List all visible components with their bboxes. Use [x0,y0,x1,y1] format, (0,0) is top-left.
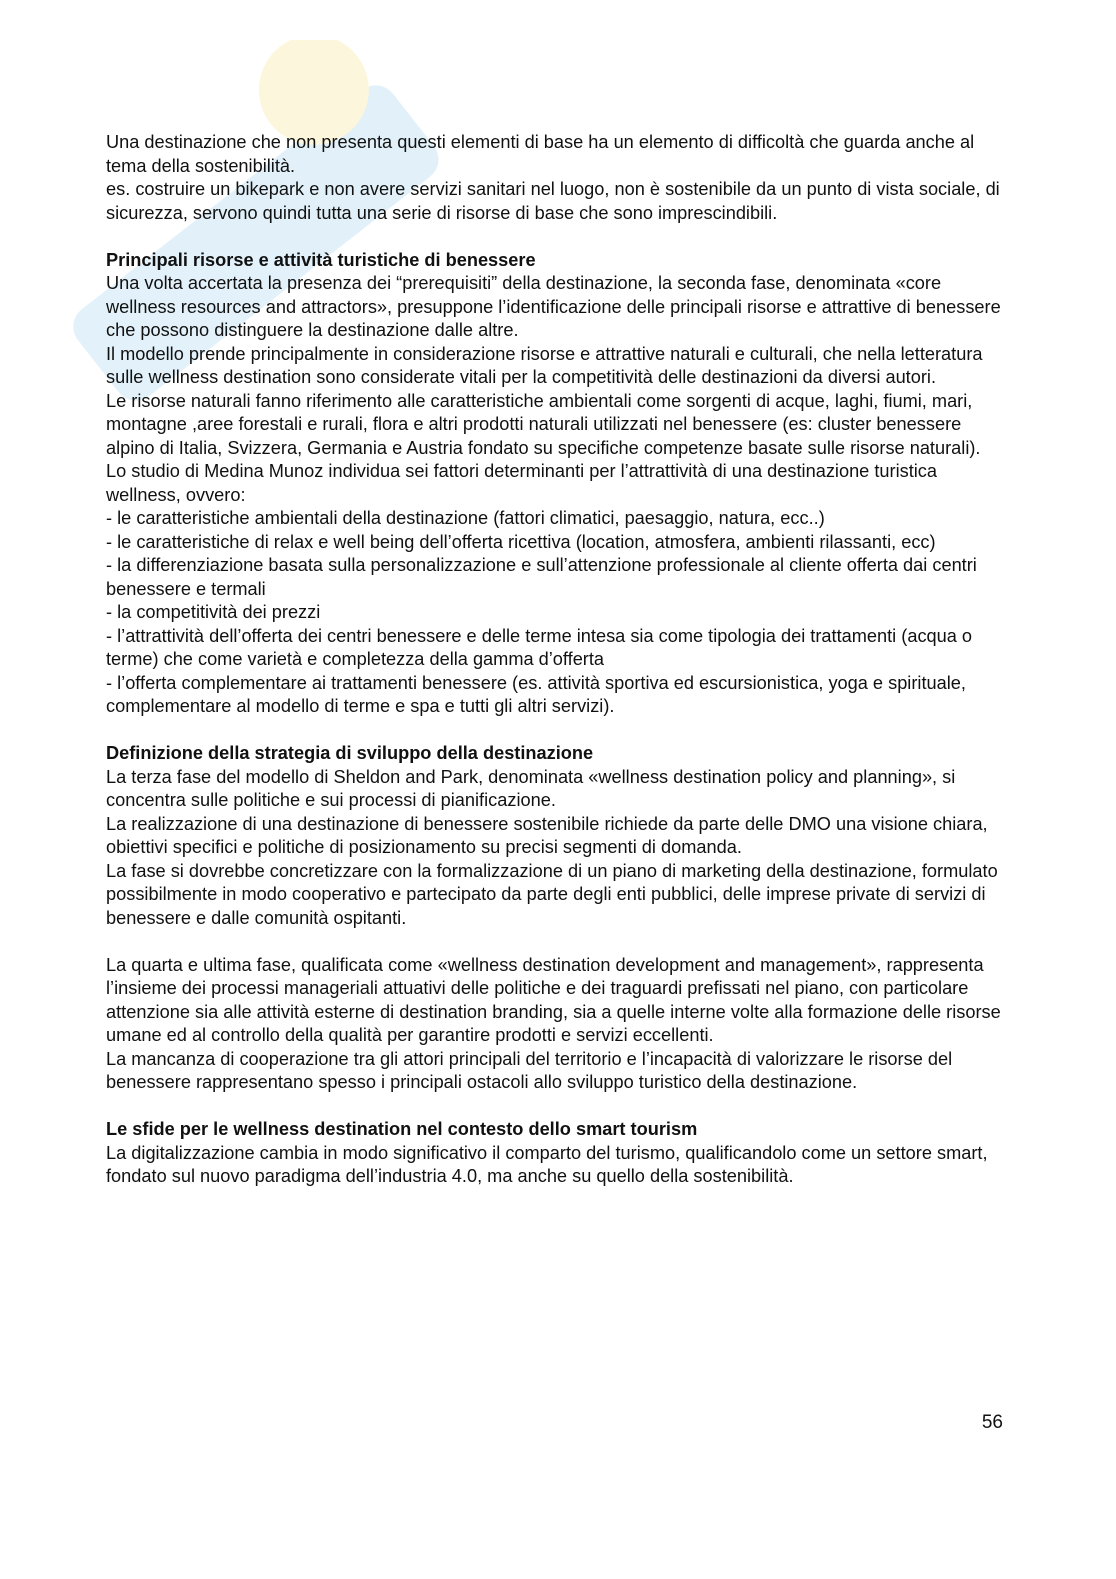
paragraph: La quarta e ultima fase, qualificata come «wellness destination development and management», rappresenta l’insieme dei processi manageriali attuativi delle politiche e dei traguardi prefissati nel piano, con particolare attenzione sia alle attività esterne di destination branding, sia a quelle interne volte alla formazione delle risorse umane ed al controllo della qualità per garantire prodotti e servizi eccellenti. [106,954,1001,1045]
section-heading: Definizione della strategia di sviluppo della destinazione [106,743,594,763]
list-item: - l’offerta complementare ai trattamenti benessere (es. attività sportiva ed escursionistica, yoga e spirituale, complementare al modello di terme e spa e tutti gli altri servizi). [106,672,966,716]
list-item: - la differenziazione basata sulla personalizzazione e sull’attenzione professionale al cliente offerta dai centri benessere e termali [106,555,977,599]
paragraph: La terza fase del modello di Sheldon and Park, denominata «wellness destination policy and planning», si concentra sulle politiche e sui processi di pianificazione. [106,766,956,810]
paragraph: La digitalizzazione cambia in modo significativo il comparto del turismo, qualificandolo come un settore smart, fondato sul nuovo paradigma dell’industria 4.0, ma anche su quello della sostenibilità. [106,1142,988,1186]
paragraph: Una destinazione che non presenta questi elementi di base ha un elemento di difficoltà che guarda anche al tema della sostenibilità. [106,132,975,176]
list-item: - le caratteristiche ambientali della destinazione (fattori climatici, paesaggio, natura, ecc..) [106,508,825,528]
paragraph: Una volta accertata la presenza dei “prerequisiti” della destinazione, la seconda fase, denominata «core wellness resources and attractors», presuppone l’identificazione delle principali risorse e attrattive di benessere che possono distinguere la destinazione dalle altre. [106,273,1001,340]
section-heading: Le sfide per le wellness destination nel contesto dello smart tourism [106,1119,698,1139]
paragraph: La mancanza di cooperazione tra gli attori principali del territorio e l’incapacità di valorizzare le risorse del benessere rappresentano spesso i principali ostacoli allo sviluppo turistico della destinazione. [106,1048,953,1092]
paragraph: Lo studio di Medina Munoz individua sei fattori determinanti per l’attrattività di una destinazione turistica wellness, ovvero: [106,461,938,505]
section-heading: Principali risorse e attività turistiche di benessere [106,249,536,270]
page-number: 56 [981,1412,1003,1433]
paragraph: La fase si dovrebbe concretizzare con la formalizzazione di un piano di marketing della destinazione, formulato possibilmente in modo cooperativo e partecipato da parte degli enti pubblici, delle imprese private di servizi di benessere e dalle comunità ospitanti. [106,860,998,928]
paragraph: Il modello prende principalmente in considerazione risorse e attrattive naturali e culturali, che nella letteratura sulle wellness destination sono considerate vitali per la competitività delle destinazioni da diversi autori. [106,343,983,387]
paragraph: La realizzazione di una destinazione di benessere sostenibile richiede da parte delle DMO una visione chiara, obiettivi specifici e politiche di posizionamento su precisi segmenti di domanda. [106,813,988,857]
list-item: - le caratteristiche di relax e well being dell’offerta ricettiva (location, atmosfera, ambienti rilassanti, ecc) [106,531,936,552]
list-item: - l’attrattività dell’offerta dei centri benessere e delle terme intesa sia come tipologia dei trattamenti (acqua o terme) che come varietà e completezza della gamma d’offerta [106,625,973,669]
paragraph: es. costruire un bikepark e non avere servizi sanitari nel luogo, non è sostenibile da un punto di vista sociale, di sicurezza, servono quindi tutta una serie di risorse di base che sono imprescindibili. [106,179,1000,223]
list-item: - la competitività dei prezzi [106,602,321,622]
paragraph: Le risorse naturali fanno riferimento alle caratteristiche ambientali come sorgenti di acque, laghi, fiumi, mari, montagne ,aree forestali e rurali, flora e altri prodotti naturali utilizzati nel benessere (es: cluster benessere alpino di Italia, Svizzera, Germania e Austria fondato su specifiche competenze basate sulle risorse naturali). [106,390,981,458]
document-page [106,131,1011,1189]
